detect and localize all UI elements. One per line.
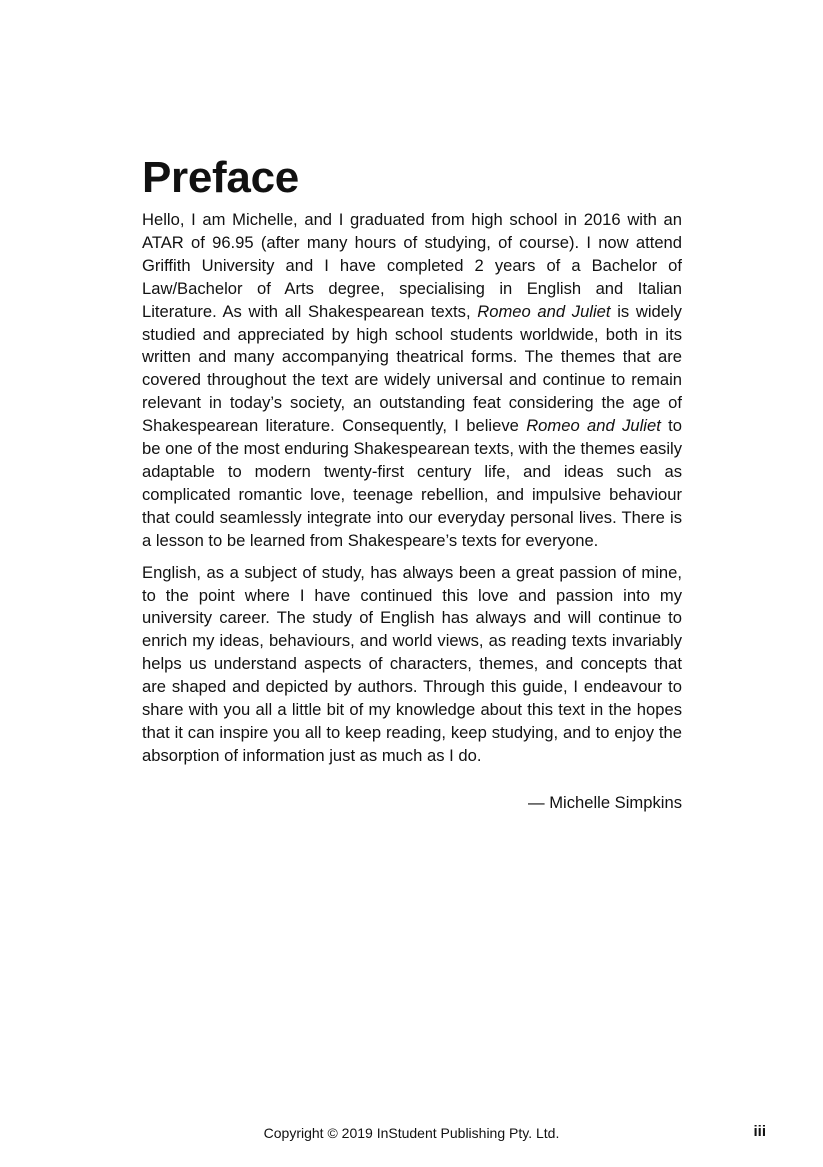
- paragraph: [142, 209, 682, 553]
- page-number: iii: [753, 1123, 766, 1140]
- copyright-notice: Copyright © 2019 InStudent Publishing Pty. Ltd.: [263, 1125, 560, 1141]
- italic-title: Romeo and Juliet: [526, 416, 661, 436]
- preface-body: [142, 209, 682, 815]
- author-signature: — Michelle Simpkins: [528, 792, 682, 812]
- text-run: English, as a subject of study, has always been a great passion of mine, to the point where I have continued this love and passion into my university career. The study of English has always and will continue to enrich my ideas, behaviours, and world views, as reading texts invariably helps us understand aspects of characters, themes, and concepts that are shaped and depicted by authors. Through this guide, I endeavour to share with you all a little bit of my knowledge about this text in the hopes that it can inspire you all to keep reading, keep studying, and to enjoy the absorption of information just as much as I do.: [142, 562, 682, 765]
- page-title: Preface: [142, 153, 299, 202]
- paragraph: [142, 562, 682, 768]
- text-run: is widely studied and appreciated by high school students worldwide, both in its written and many accompanying theatrical forms. The themes that are covered throughout the text are widely universal and continue to remain relevant in today’s society, an outstanding feat considering the age of Shakespearean literature. Consequently, I believe: [142, 301, 682, 436]
- italic-title: Romeo and Juliet: [477, 301, 611, 321]
- text-run: to be one of the most enduring Shakespearean texts, with the themes easily adaptable to modern twenty-first century life, and ideas such as complicated romantic love, teenage rebellion, and impulsive behaviour that could seamlessly integrate into our everyday personal lives. There is a lesson to be learned from Shakespeare’s texts for everyone.: [142, 416, 682, 550]
- text-run: Hello, I am Michelle, and I graduated from high school in 2016 with an ATAR of 96.95 (after many hours of studying, of course). I now attend Griffith University and I have completed 2 years of a Bachelor of Law/Bachelor of Arts degree, specialising in English and Italian Literature. As with all Shakespearean texts,: [142, 210, 682, 321]
